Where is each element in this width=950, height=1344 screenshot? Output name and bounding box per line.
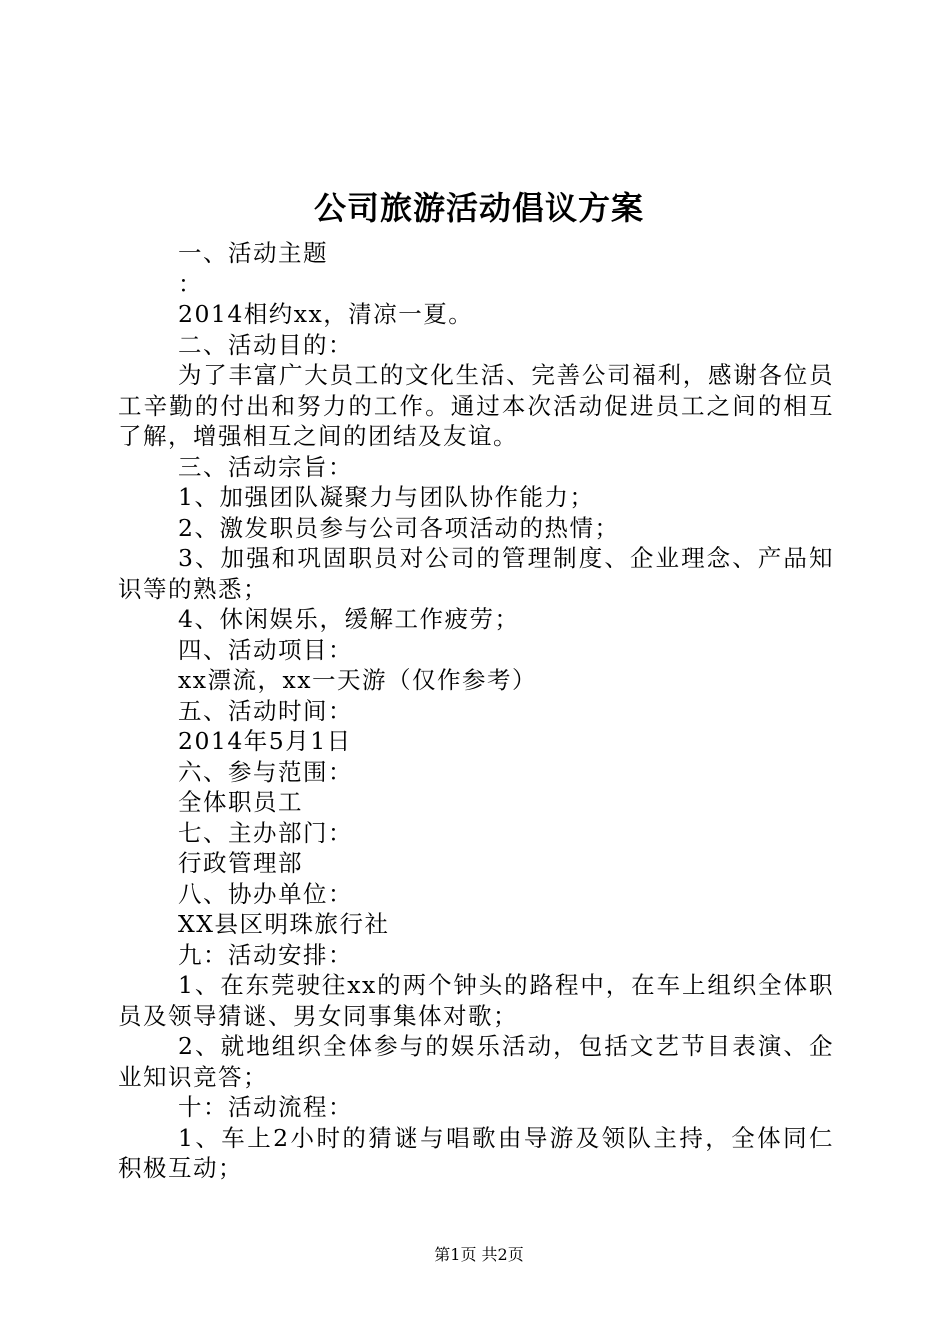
- paragraph: 三、活动宗旨：: [178, 452, 353, 481]
- paragraph: xx漂流，xx一天游（仅作参考）: [178, 666, 538, 694]
- document-title: 公司旅游活动倡议方案: [313, 189, 644, 227]
- paragraph: 4、休闲娱乐，缓解工作疲劳；: [178, 605, 520, 633]
- paragraph: 为了丰富广大员工的文化生活、完善公司福利，感谢各位员工辛勤的付出和努力的工作。通过本次活动促进员工之间的相互了解，增强相互之间的团结及友谊。: [118, 361, 834, 450]
- paragraph: 四、活动项目：: [178, 635, 353, 664]
- paragraph: 1、车上2小时的猜谜与唱歌由导游及领队主持，全体同仁积极互动；: [118, 1123, 834, 1182]
- paragraph: 2、就地组织全体参与的娱乐活动，包括文艺节目表演、企业知识竞答；: [118, 1032, 834, 1091]
- paragraph: 八、协办单位：: [178, 879, 353, 908]
- paragraph: 3、加强和巩固职员对公司的管理制度、企业理念、产品知识等的熟悉；: [118, 544, 834, 603]
- paragraph: 七、主办部门：: [178, 818, 353, 847]
- paragraph: 行政管理部: [178, 849, 303, 877]
- paragraph: 十：活动流程：: [178, 1093, 353, 1121]
- paragraph: 六、参与范围：: [178, 757, 353, 786]
- paragraph: 1、加强团队凝聚力与团队协作能力；: [178, 483, 595, 511]
- paragraph: XX县区明珠旅行社: [178, 910, 390, 938]
- paragraph: 全体职员工: [178, 788, 303, 816]
- paragraph: 二、活动目的：: [178, 330, 353, 359]
- paragraph: 五、活动时间：: [178, 696, 353, 725]
- paragraph: 一、活动主题: [178, 239, 328, 267]
- paragraph: 2014相约xx，清凉一夏。: [178, 300, 474, 328]
- paragraph: 九：活动安排：: [178, 940, 353, 969]
- paragraph: 2014年5月1日: [178, 727, 352, 755]
- paragraph: 2、激发职员参与公司各项活动的热情；: [178, 513, 620, 542]
- page-footer: 第1页 共2页: [434, 1245, 524, 1264]
- paragraph: ：: [178, 269, 203, 298]
- document-body: [118, 238, 834, 1184]
- paragraph: 1、在东莞驶往xx的两个钟头的路程中，在车上组织全体职员及领导猜谜、男女同事集体对歌；: [118, 971, 834, 1030]
